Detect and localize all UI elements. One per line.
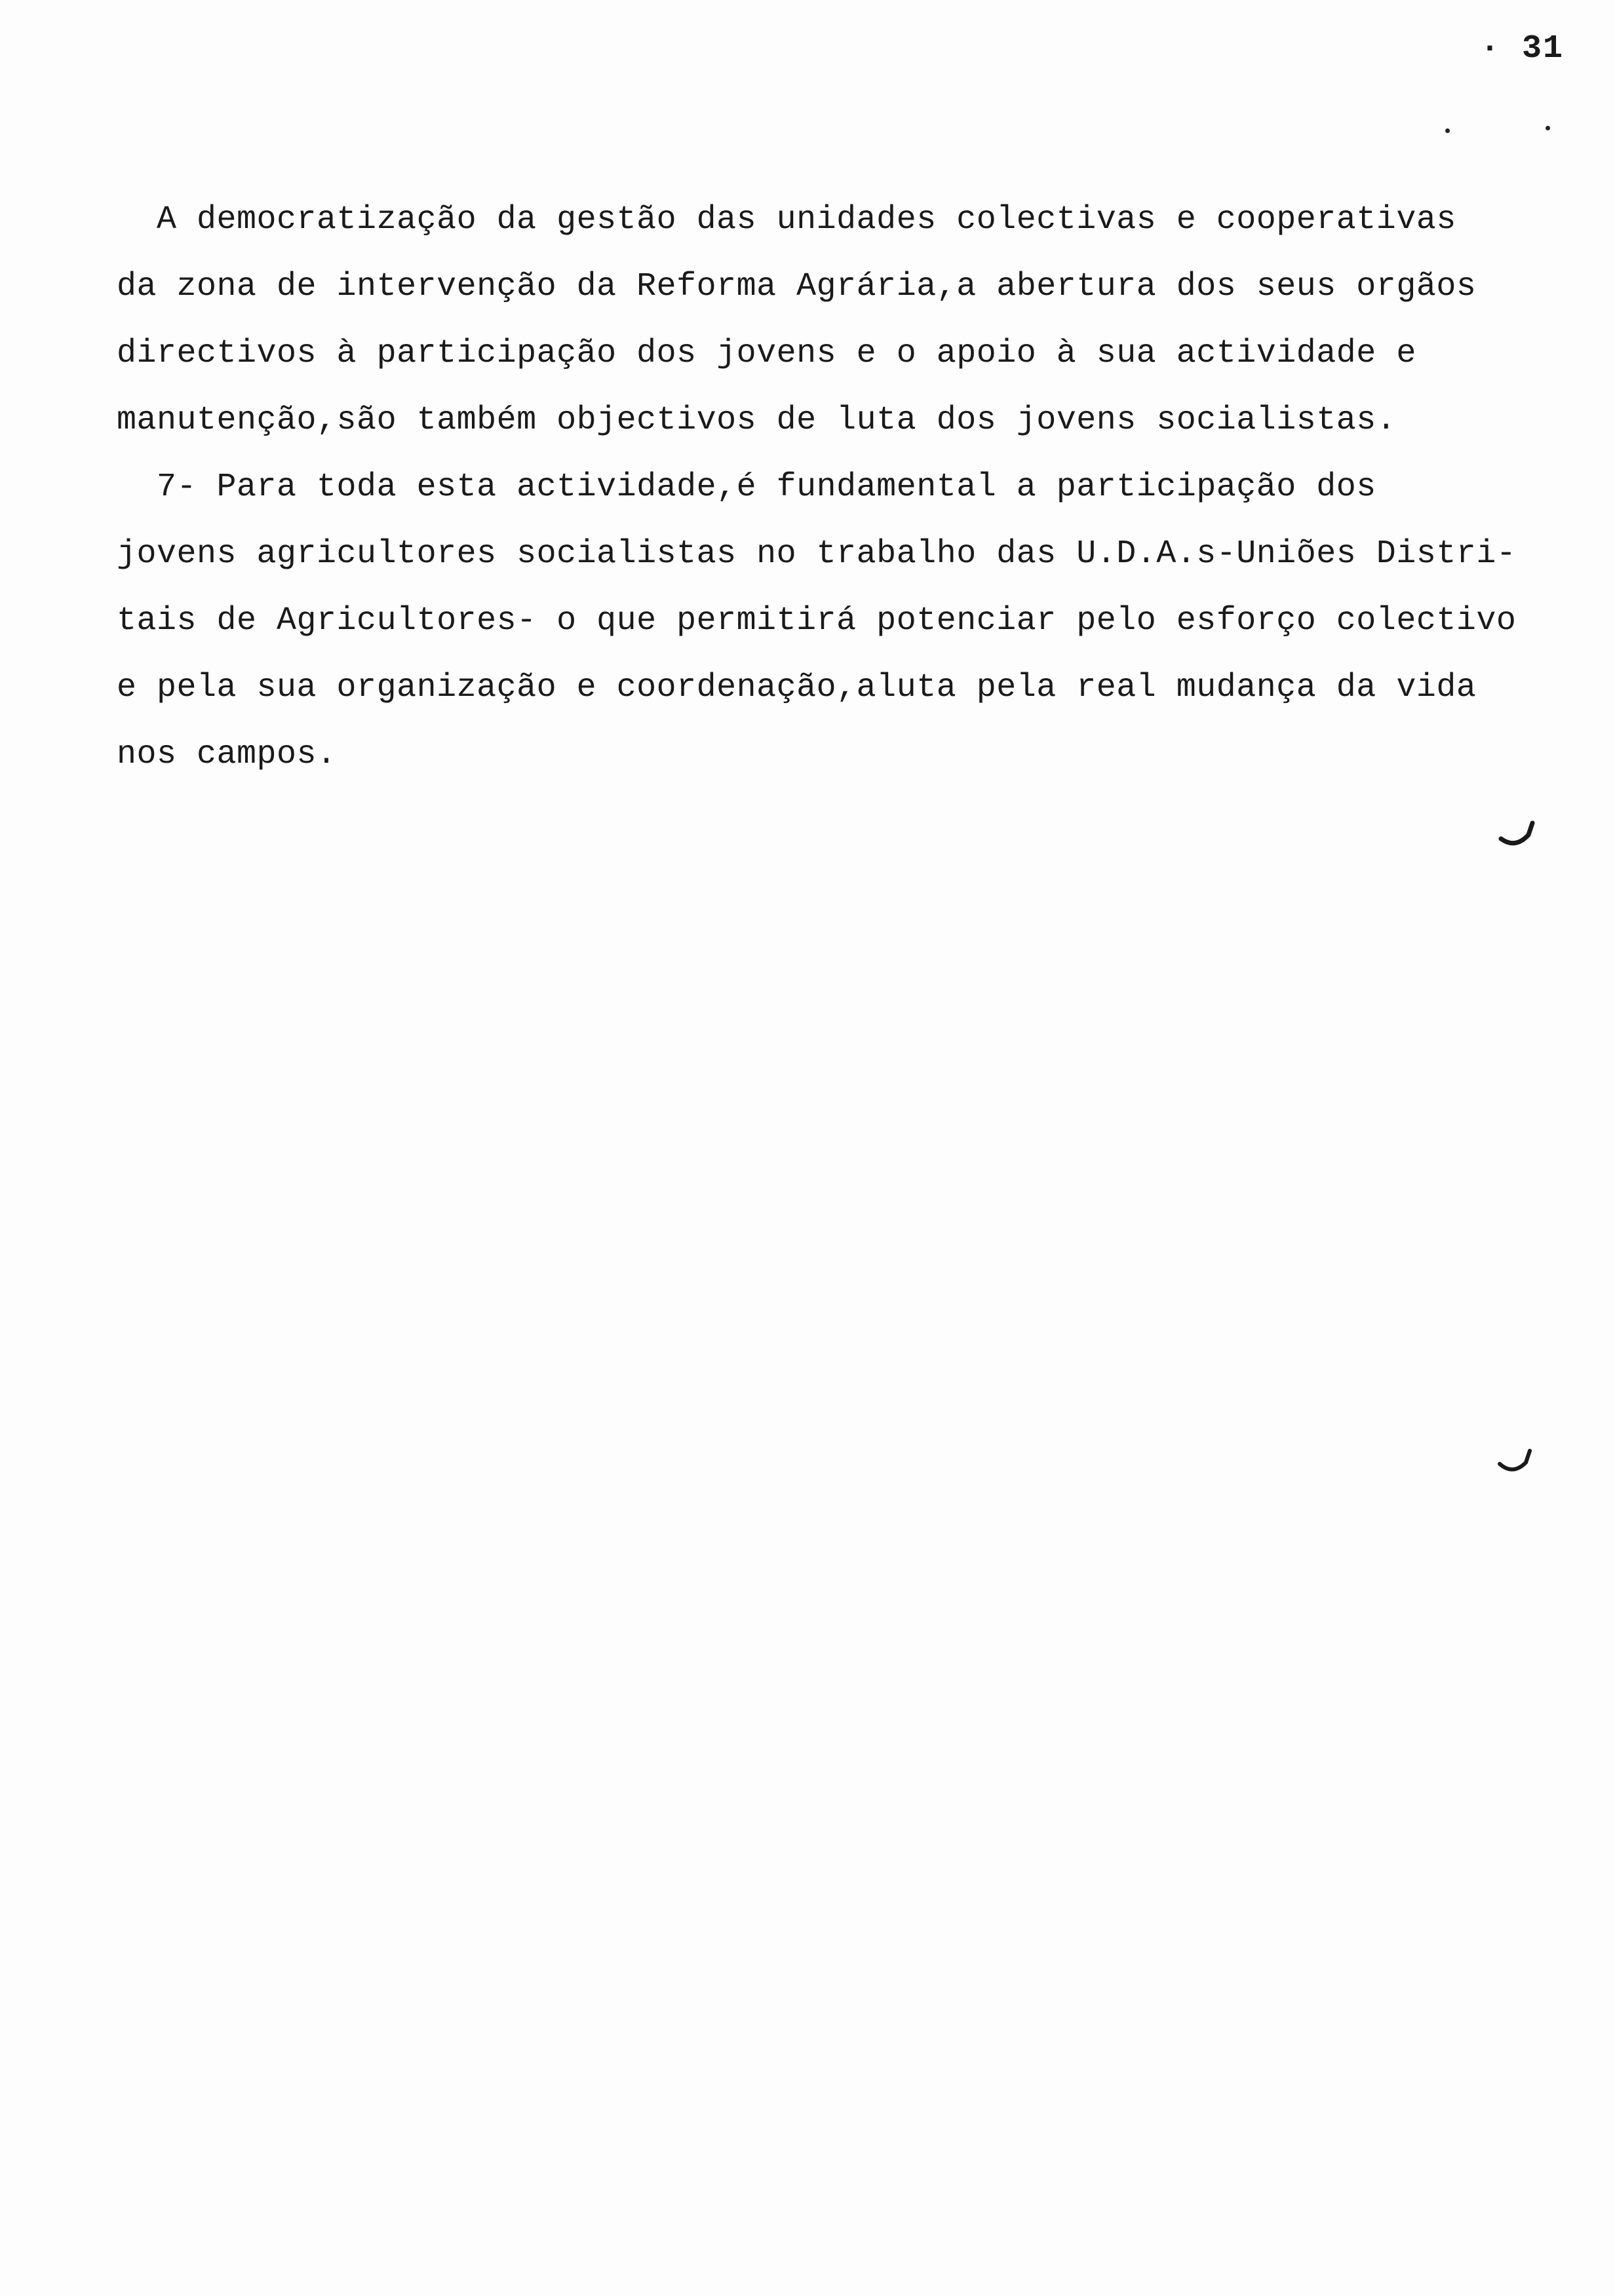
text-line: nos campos. [117,736,337,773]
page-number-prefix: · [1480,30,1523,67]
paragraph-1 [117,187,1532,454]
text-line: jovens agricultores socialistas no trabalho das U.D.A.s-Uniões Distri- [117,535,1517,573]
text-line: directivos à participação dos jovens e o apoio à sua actividade e [117,335,1416,372]
text-line: 7- Para toda esta actividade,é fundamental a participação dos [117,469,1376,506]
page-number-value: 31 [1522,30,1565,67]
stray-dot [1546,126,1550,130]
page-number [1480,30,1564,67]
text-line: e pela sua organização e coordenação,aluta pela real mudança da vida [117,669,1477,706]
text-line: tais de Agricultores- o que permitirá potenciar pelo esforço colectivo [117,602,1517,640]
check-mark-icon [1497,1448,1534,1474]
stray-dot [1445,128,1450,133]
body-text [117,187,1532,788]
text-line: A democratização da gestão das unidades colectivas e cooperativas [117,201,1456,239]
text-line: manutenção,são também objectivos de luta dos jovens socialistas. [117,402,1397,439]
text-line: da zona de intervenção da Reforma Agrária,a abertura dos seus orgãos [117,268,1477,305]
check-mark-icon [1498,820,1535,847]
paragraph-2 [117,454,1532,788]
